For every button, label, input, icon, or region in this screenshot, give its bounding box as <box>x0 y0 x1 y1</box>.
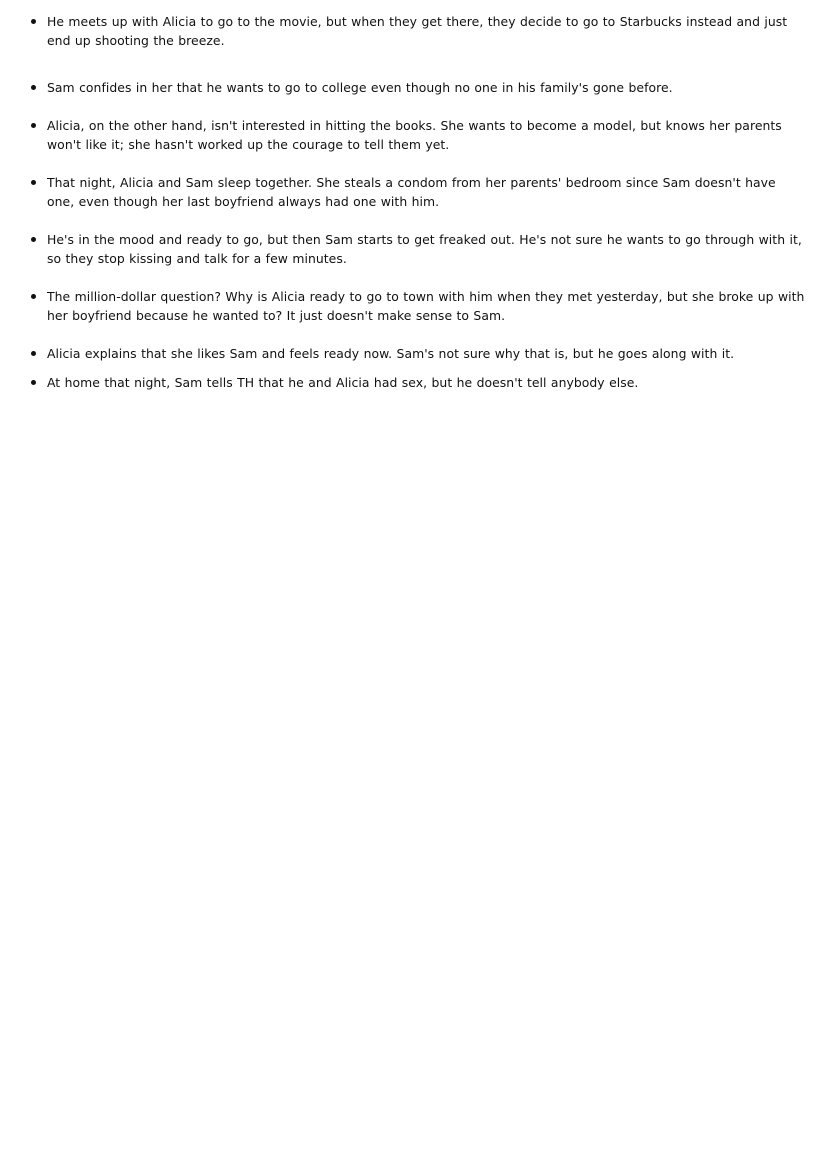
bullet-text: That night, Alicia and Sam sleep together. She steals a condom from her parents' bedroom since Sam doesn't have one, even though her last boyfriend always had one with him. <box>47 175 776 209</box>
bullet-text: He's in the mood and ready to go, but then Sam starts to get freaked out. He's not sure he wants to go through with it, so they stop kissing and talk for a few minutes. <box>47 232 802 266</box>
bullet-text: Sam confides in her that he wants to go to college even though no one in his family's gone before. <box>47 80 673 95</box>
bullet-item <box>31 230 806 268</box>
bullet-dot-icon <box>31 180 36 185</box>
bullet-item <box>31 287 806 325</box>
bullet-item <box>31 116 806 154</box>
bullet-dot-icon <box>31 294 36 299</box>
bullet-dot-icon <box>31 237 36 242</box>
bullet-item <box>31 344 806 363</box>
bullet-dot-icon <box>31 351 36 356</box>
bullet-dot-icon <box>31 19 36 24</box>
bullet-text: The million-dollar question? Why is Alicia ready to go to town with him when they met yesterday, but she broke up with her boyfriend because he wanted to? It just doesn't make sense to Sam. <box>47 289 805 323</box>
bullet-text: Alicia explains that she likes Sam and feels ready now. Sam's not sure why that is, but he goes along with it. <box>47 346 735 361</box>
bullet-text: At home that night, Sam tells TH that he and Alicia had sex, but he doesn't tell anybody else. <box>47 375 639 390</box>
bullet-text: He meets up with Alicia to go to the movie, but when they get there, they decide to go to Starbucks instead and just end up shooting the breeze. <box>47 14 788 48</box>
summary-bullet-list <box>31 12 806 392</box>
bullet-item <box>31 373 806 392</box>
bullet-item <box>31 12 806 50</box>
bullet-dot-icon <box>31 380 36 385</box>
bullet-dot-icon <box>31 123 36 128</box>
bullet-text: Alicia, on the other hand, isn't interested in hitting the books. She wants to become a model, but knows her parents won't like it; she hasn't worked up the courage to tell them yet. <box>47 118 782 152</box>
bullet-item <box>31 173 806 211</box>
bullet-dot-icon <box>31 85 36 90</box>
bullet-item <box>31 78 806 97</box>
